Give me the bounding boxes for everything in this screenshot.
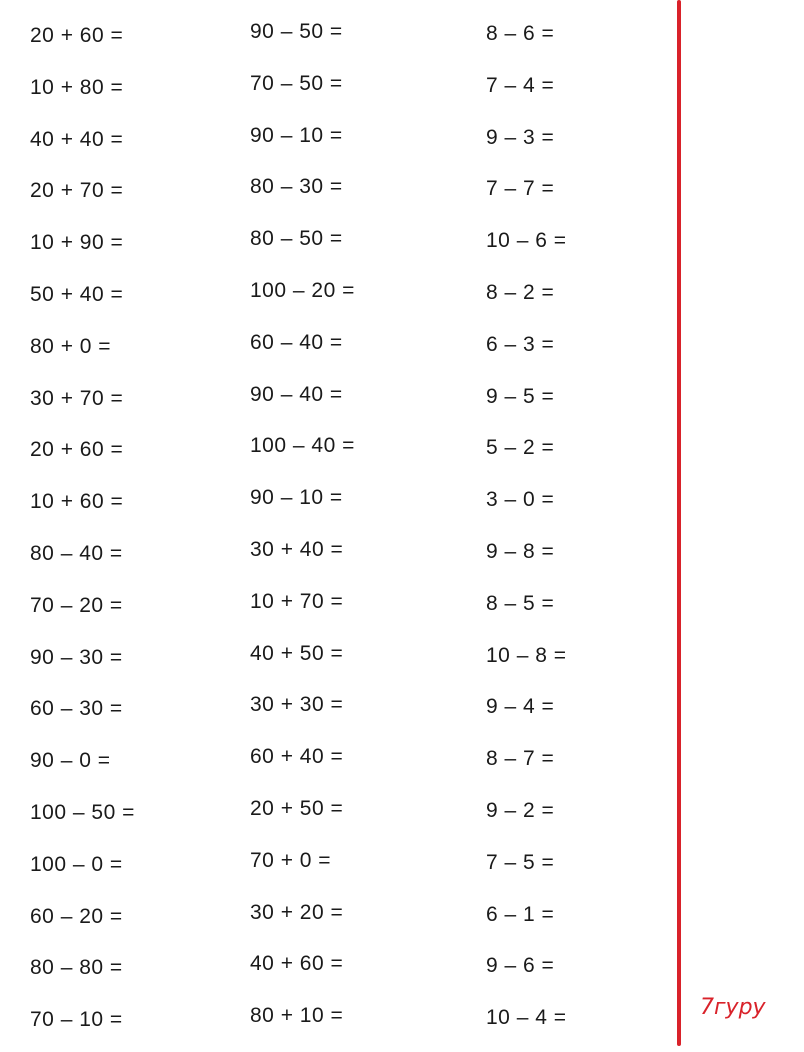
equation: 8 – 7 =: [486, 747, 555, 771]
equation: 60 – 40 =: [250, 330, 343, 354]
equation: 30 + 40 =: [250, 537, 344, 561]
equation: 60 + 40 =: [250, 745, 344, 769]
equation: 9 – 8 =: [486, 539, 555, 563]
equation: 90 – 40 =: [250, 382, 343, 406]
column-1: [30, 10, 230, 1046]
equation: 10 – 4 =: [486, 1006, 567, 1030]
equation: 80 – 40 =: [30, 541, 123, 565]
equation: 20 + 50 =: [250, 796, 344, 820]
equation: 20 + 70 =: [30, 179, 124, 203]
equation: 90 – 0 =: [30, 749, 111, 773]
equation: 7 – 7 =: [486, 177, 555, 201]
equation: 10 – 8 =: [486, 643, 567, 667]
equation: 70 – 10 =: [30, 1008, 123, 1032]
equation: 9 – 6 =: [486, 954, 555, 978]
equation: 40 + 50 =: [250, 641, 344, 665]
equation: 30 + 20 =: [250, 900, 344, 924]
equation: 50 + 40 =: [30, 282, 124, 306]
equation: 7 – 5 =: [486, 850, 555, 874]
equation: 90 – 30 =: [30, 645, 123, 669]
watermark-logo: 7гуру: [700, 995, 766, 1020]
equation: 30 + 70 =: [30, 386, 124, 410]
equation: 8 – 5 =: [486, 591, 555, 615]
equation: 70 + 0 =: [250, 848, 332, 872]
equation: 8 – 2 =: [486, 280, 555, 304]
equation: 6 – 1 =: [486, 902, 555, 926]
equation: 9 – 4 =: [486, 695, 555, 719]
equation: 10 + 60 =: [30, 490, 124, 514]
equation: 40 + 60 =: [250, 952, 344, 976]
equation: 9 – 5 =: [486, 384, 555, 408]
equation: 80 – 80 =: [30, 956, 123, 980]
equation: 90 – 50 =: [250, 20, 343, 43]
margin-divider-line: [677, 0, 681, 1046]
equation: 40 + 40 =: [30, 127, 124, 151]
column-3: [486, 8, 686, 1044]
equation: 10 + 90 =: [30, 231, 124, 255]
equation: 9 – 3 =: [486, 125, 555, 149]
equation: 10 – 6 =: [486, 229, 567, 253]
equation: 10 + 80 =: [30, 75, 124, 99]
equation: 6 – 3 =: [486, 332, 555, 356]
equation: 100 – 40 =: [250, 434, 355, 458]
column-2: [250, 6, 450, 1042]
equation: 80 – 50 =: [250, 227, 343, 251]
equation: 5 – 2 =: [486, 436, 555, 460]
equation: 100 – 20 =: [250, 278, 355, 302]
equation: 60 – 30 =: [30, 697, 123, 721]
equation: 80 – 30 =: [250, 175, 343, 199]
equation: 20 + 60 =: [30, 24, 124, 47]
equation: 60 – 20 =: [30, 904, 123, 928]
equation: 90 – 10 =: [250, 123, 343, 147]
equation: 10 + 70 =: [250, 589, 344, 613]
equation: 20 + 60 =: [30, 438, 124, 462]
equation: 80 + 10 =: [250, 1004, 344, 1028]
equation: 7 – 4 =: [486, 73, 555, 97]
equation: 3 – 0 =: [486, 488, 555, 512]
equation: 70 – 20 =: [30, 593, 123, 617]
equation: 70 – 50 =: [250, 71, 343, 95]
equation: 8 – 6 =: [486, 22, 555, 45]
equation: 9 – 2 =: [486, 798, 555, 822]
equation: 100 – 50 =: [30, 800, 135, 824]
equation: 90 – 10 =: [250, 486, 343, 510]
equation: 100 – 0 =: [30, 852, 123, 876]
equation: 30 + 30 =: [250, 693, 344, 717]
equation: 80 + 0 =: [30, 334, 112, 358]
